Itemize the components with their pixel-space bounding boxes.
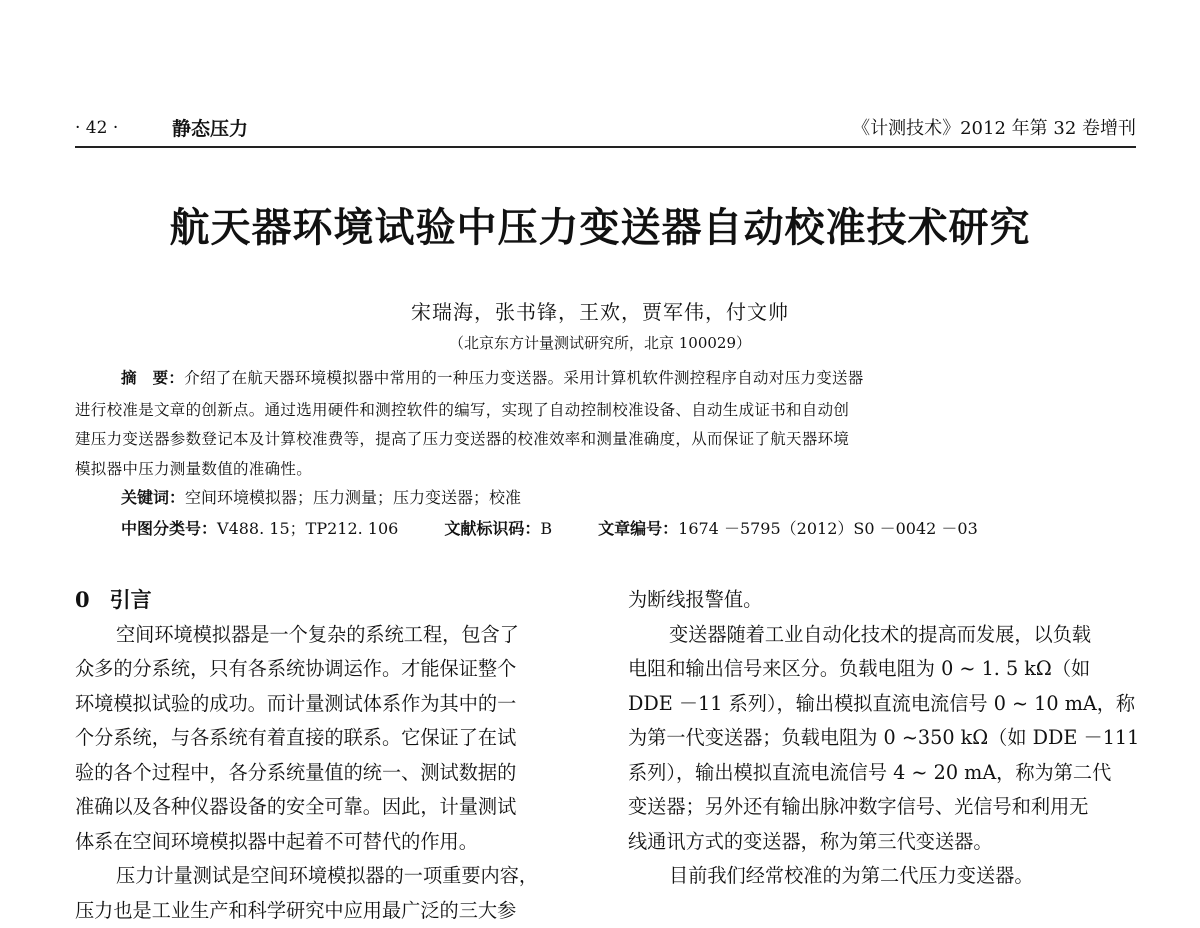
body-text-line: 变送器；另外还有输出脉冲数字信号、光信号和利用无 xyxy=(628,790,1140,825)
body-text-line: 验的各个过程中，各分系统量值的统一、测试数据的 xyxy=(75,756,587,791)
body-text-line: 电阻和输出信号来区分。负载电阻为 0 ~ 1. 5 kΩ（如 xyxy=(628,652,1140,687)
body-text-line: DDE －11 系列），输出模拟直流电流信号 0 ~ 10 mA，称 xyxy=(628,687,1140,722)
page-number: · 42 · xyxy=(75,118,118,138)
body-text-line: 环境模拟试验的成功。而计量测试体系作为其中的一 xyxy=(75,687,587,722)
body-text-line: 个分系统，与各系统有着直接的联系。它保证了在试 xyxy=(75,721,587,756)
journal-citation: 《计测技术》2012 年第 32 卷增刊 xyxy=(852,114,1136,140)
section-number: 0 xyxy=(75,587,90,612)
author-list: 宋瑞海，张书锋，王欢，贾军伟，付文帅 xyxy=(0,296,1200,325)
abstract-line xyxy=(75,364,1136,392)
body-text-line: 系列），输出模拟直流电流信号 4 ~ 20 mA，称为第二代 xyxy=(628,756,1140,791)
article-no-label: 文章编号： xyxy=(598,519,678,538)
affiliation: （北京东方计量测试研究所，北京 100029） xyxy=(0,332,1200,353)
clc-value: V488. 15；TP212. 106 xyxy=(217,519,398,538)
body-text-line: 目前我们经常校准的为第二代压力变送器。 xyxy=(628,859,1140,894)
running-section-title: 静态压力 xyxy=(172,114,248,141)
body-text-line: 为第一代变送器；负载电阻为 0 ~350 kΩ（如 DDE －111 xyxy=(628,721,1140,756)
abstract-line: 模拟器中压力测量数值的准确性。 xyxy=(75,455,1136,483)
header-rule xyxy=(75,146,1136,148)
keywords-label: 关键词： xyxy=(121,488,185,507)
body-text-line: 准确以及各种仪器设备的安全可靠。因此，计量测试 xyxy=(75,790,587,825)
clc-label: 中图分类号： xyxy=(121,519,217,538)
paper-title: 航天器环境试验中压力变送器自动校准技术研究 xyxy=(0,196,1200,253)
section-heading xyxy=(75,583,587,618)
body-column-left xyxy=(75,583,587,928)
abstract-text: 介绍了在航天器环境模拟器中常用的一种压力变送器。采用计算机软件测控程序自动对压力变送器 xyxy=(184,369,863,387)
article-no-value: 1674 －5795（2012）S0 －0042 －03 xyxy=(678,519,978,538)
abstract-label: 摘 要： xyxy=(121,369,184,387)
keywords-text: 空间环境模拟器；压力测量；压力变送器；校准 xyxy=(185,488,521,507)
classification-line xyxy=(121,516,978,539)
body-text-line: 变送器随着工业自动化技术的提高而发展，以负载 xyxy=(628,618,1140,653)
body-text-line: 空间环境模拟器是一个复杂的系统工程，包含了 xyxy=(75,618,587,653)
body-text-line: 压力也是工业生产和科学研究中应用最广泛的三大参 xyxy=(75,894,587,928)
abstract-line: 进行校准是文章的创新点。通过选用硬件和测控软件的编写，实现了自动控制校准设备、自动生成证书和自动创 xyxy=(75,396,1136,424)
keywords-line xyxy=(121,485,521,508)
body-text-line: 体系在空间环境模拟器中起着不可替代的作用。 xyxy=(75,825,587,860)
body-text-line: 压力计量测试是空间环境模拟器的一项重要内容， xyxy=(75,859,587,894)
doc-code-value: B xyxy=(540,519,552,538)
doc-code-label: 文献标识码： xyxy=(444,519,540,538)
section-title: 引言 xyxy=(110,588,152,612)
body-column-right xyxy=(628,583,1140,894)
abstract-line: 建压力变送器参数登记本及计算校准费等，提高了压力变送器的校准效率和测量准确度，从而保证了航天器环境 xyxy=(75,425,1136,453)
body-text-line: 线通讯方式的变送器，称为第三代变送器。 xyxy=(628,825,1140,860)
body-text-line: 为断线报警值。 xyxy=(628,583,1140,618)
body-text-line: 众多的分系统，只有各系统协调运作。才能保证整个 xyxy=(75,652,587,687)
